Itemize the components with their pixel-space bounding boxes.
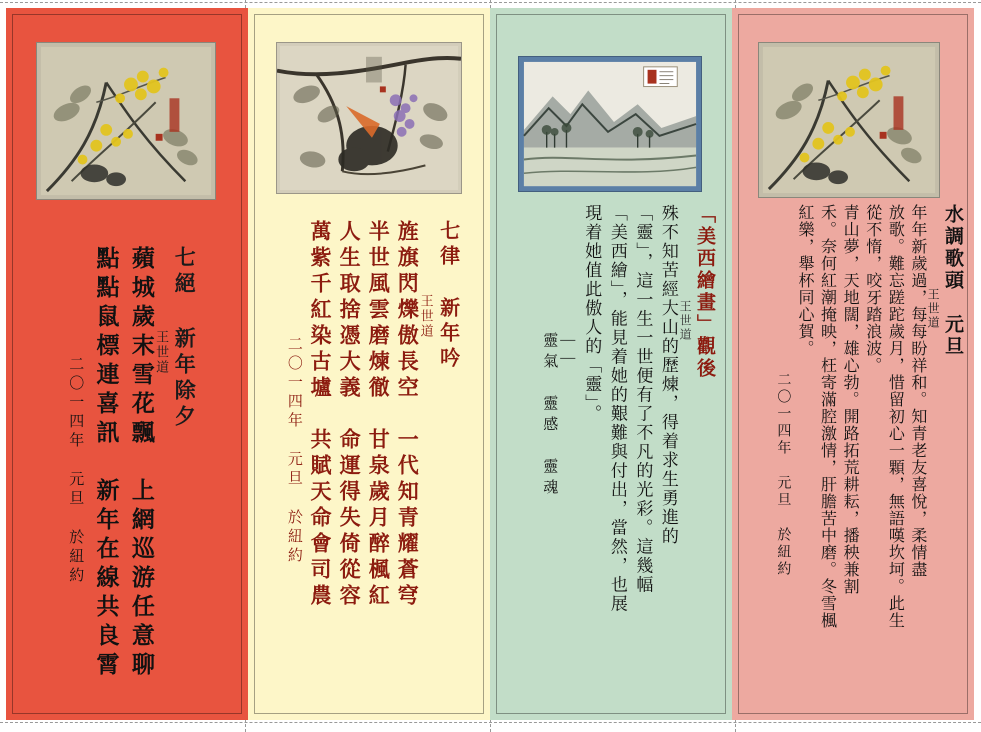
panel-1-title: 七絕 新年除夕	[172, 246, 197, 431]
panel-2	[248, 8, 490, 720]
panel-4-date: 二〇一四年 元旦 於紐約	[775, 372, 791, 578]
panel-4-author: 王世道	[926, 288, 941, 330]
panel-1-author: 王世道	[154, 330, 170, 375]
panel-4-body-5: 禾。奈何紅潮掩映，枉寄滿腔激情，肝膽苦中磨。冬雪楓	[818, 204, 836, 629]
panel-2-date: 二〇一四年 元旦 於紐約	[285, 336, 302, 566]
panel-2-verse-4: 萬紫千紅染古壚 共賦天命會司農	[308, 220, 332, 610]
panel-row	[6, 8, 975, 720]
panel-3-body-4: 現着她值此傲人的「靈」。	[582, 204, 602, 424]
panel-4-body-2: 放歌。難忘蹉跎歲月，惜留初心一顆，無語嘆坎坷。此生	[886, 204, 904, 629]
plum-wisteria-painting	[276, 42, 462, 194]
panel-3-body-2: 「靈」，這一生一世便有了不凡的光彩。這幾幅	[633, 204, 653, 595]
panel-3-title: 「美西繪畫」觀後	[694, 204, 715, 380]
panel-1	[6, 8, 248, 720]
panel-3-dash: ——	[559, 332, 576, 368]
panel-3-body-1: 殊不知苦經大山的歷煉，得着求生勇進的	[658, 204, 678, 546]
panel-4-body-6: 紅樂，舉杯同心賀。	[795, 204, 813, 357]
panel-2-verse-3: 人生取捨憑大義 命運得失倚從容	[337, 220, 362, 610]
panel-2-verse-1: 旌旗閃爍傲長空 一代知青耀蒼穹	[395, 220, 420, 610]
panel-1-verse-1: 蘋城歲末雪花飄 上網巡游任意聊	[128, 246, 154, 681]
panel-1-text	[20, 246, 234, 704]
panel-3-body-3: 「美西繪」，能見着她的艱難與付出，當然，也展	[607, 204, 627, 614]
landscape-painting	[518, 56, 702, 192]
panel-3-text	[502, 204, 720, 712]
panel-2-verse-2: 半世風雲磨煉徹 甘泉歲月醉楓紅	[366, 220, 391, 610]
panel-3	[490, 8, 732, 720]
panel-4	[732, 8, 974, 720]
flower-bird-painting	[36, 42, 216, 200]
panel-2-text	[258, 220, 480, 708]
panel-2-title: 七律 新年吟	[436, 220, 459, 372]
panel-4-body-1: 年年新歲過，每每盼祥和。知青老友喜悅，柔情盡	[908, 204, 926, 578]
panel-1-verse-2: 點點鼠標連喜訊 新年在線共良霄	[93, 246, 119, 681]
panel-2-author: 王世道	[418, 294, 434, 339]
panel-4-text	[742, 204, 964, 712]
panel-3-author: 王世道	[678, 300, 693, 342]
panel-4-title: 水調歌頭 元旦	[942, 204, 963, 358]
panel-3-tagline: 靈氣 靈感 靈魂	[541, 332, 558, 500]
panel-4-body-3: 從不惰，咬牙踏浪波。	[863, 204, 881, 374]
flower-bird-painting-2	[758, 42, 940, 198]
panel-1-date: 二〇一四年 元旦 於紐約	[67, 356, 84, 586]
panel-4-body-4: 青山夢，天地闊，雄心勃。開路拓荒耕耘，播秧兼割	[841, 204, 859, 595]
